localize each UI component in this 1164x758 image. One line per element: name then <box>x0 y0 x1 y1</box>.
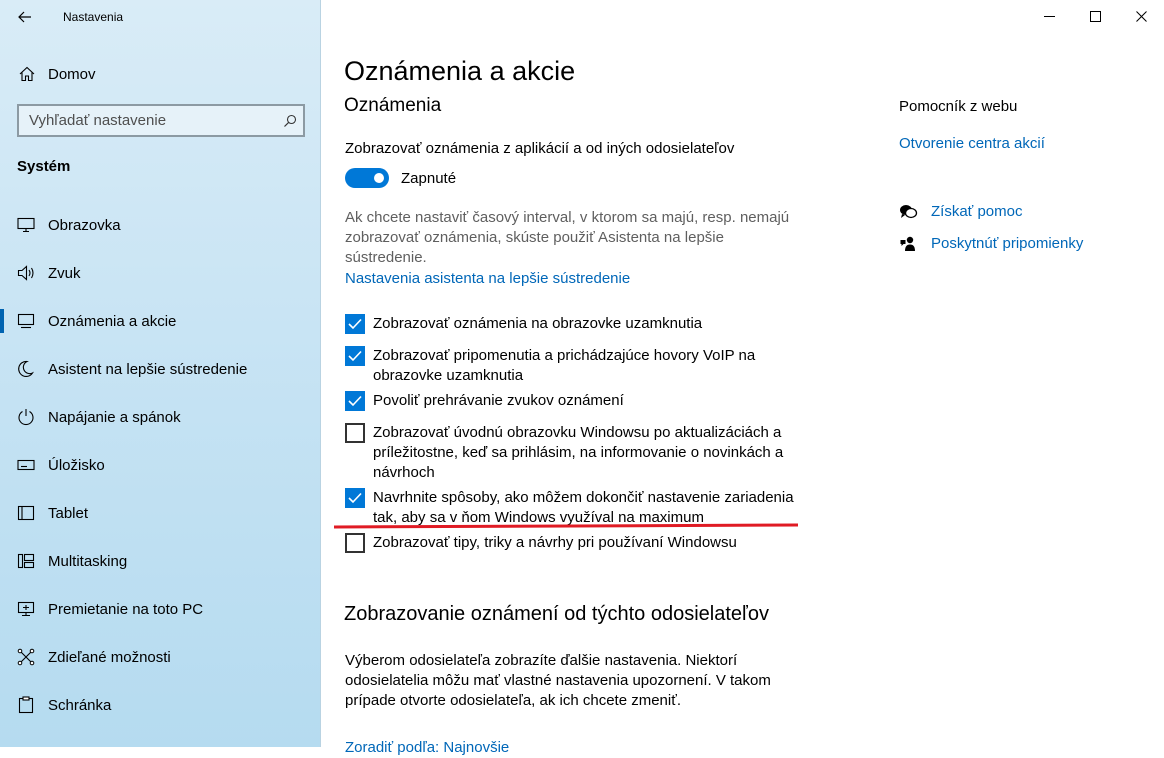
page-title: Oznámenia a akcie <box>344 56 576 86</box>
speaker-icon <box>16 263 36 283</box>
sidebar-item-label: Úložisko <box>48 456 105 474</box>
red-annotation-underline <box>334 524 798 528</box>
feedback-link[interactable] <box>899 234 1083 254</box>
section-label: Systém <box>17 158 71 175</box>
checkbox-label: Zobrazovať úvodnú obrazovku Windowsu po aktualizáciách a príležitostne, keď sa prihlásim, na informovanie o novinkách a návrhoch <box>373 424 784 481</box>
sidebar-item-notifications[interactable] <box>0 297 320 345</box>
sidebar-item-focus-assist[interactable] <box>0 345 320 393</box>
checkmark-icon <box>348 318 362 330</box>
sidebar-item-shared-experiences[interactable] <box>0 633 320 681</box>
get-help-icon <box>899 203 917 221</box>
senders-heading: Zobrazovanie oznámení od týchto odosielateľov <box>344 603 769 625</box>
toggle-knob <box>374 173 384 183</box>
sidebar-item-storage[interactable] <box>0 441 320 489</box>
checkbox-checked[interactable] <box>345 346 365 366</box>
checkbox-checked[interactable] <box>345 391 365 411</box>
checkbox-unchecked[interactable] <box>345 423 365 443</box>
get-help-link[interactable] <box>899 202 1023 222</box>
sidebar-item-label: Oznámenia a akcie <box>48 312 177 330</box>
checkmark-icon <box>348 492 362 504</box>
checkbox-notification-sounds[interactable] <box>345 391 805 411</box>
checkbox-lock-screen-reminders[interactable] <box>345 346 805 386</box>
sidebar-item-label: Zvuk <box>48 264 81 282</box>
checkbox-unchecked[interactable] <box>345 533 365 553</box>
back-arrow-icon <box>18 11 32 23</box>
app-title: Nastavenia <box>63 10 124 24</box>
checkbox-tips-tricks[interactable] <box>345 533 805 553</box>
clipboard-icon <box>16 695 36 715</box>
focus-assist-hint: Ak chcete nastaviť časový interval, v ktorom sa majú, resp. nemajú zobrazovať oznámenia, skúste použiť Asistenta na lepšie sústredenie. <box>345 209 790 266</box>
sidebar-item-label: Asistent na lepšie sústredenie <box>48 360 248 378</box>
multitasking-icon <box>16 551 36 571</box>
sidebar-item-tablet[interactable] <box>0 489 320 537</box>
sidebar <box>0 0 321 747</box>
sidebar-item-clipboard[interactable] <box>0 681 320 729</box>
checkbox-lock-screen-notifications[interactable] <box>345 314 805 334</box>
search-box <box>17 104 305 137</box>
home-icon <box>18 65 36 83</box>
checkbox-label: Zobrazovať tipy, triky a návrhy pri používaní Windowsu <box>373 534 737 551</box>
sidebar-item-multitasking[interactable] <box>0 537 320 585</box>
sidebar-item-home[interactable] <box>0 60 320 88</box>
senders-description: Výberom odosielateľa zobrazíte ďalšie nastavenia. Niektorí odosielatelia môžu mať vlastné nastavenia upozornení. V takom prípade otvorte odosielateľa, ak ich chcete zmeniť. <box>345 652 771 709</box>
checkbox-checked[interactable] <box>345 314 365 334</box>
checkbox-label: Povoliť prehrávanie zvukov oznámení <box>373 392 624 409</box>
sidebar-item-power-sleep[interactable] <box>0 393 320 441</box>
search-icon[interactable] <box>277 114 303 128</box>
sidebar-item-label: Napájanie a spánok <box>48 408 181 426</box>
sidebar-item-label: Multitasking <box>48 552 128 570</box>
sidebar-item-label: Tablet <box>48 504 89 522</box>
checkbox-welcome-experience[interactable] <box>345 423 805 483</box>
projecting-icon <box>16 599 36 619</box>
back-button[interactable] <box>12 6 38 28</box>
home-label: Domov <box>48 65 96 83</box>
checkmark-icon <box>348 395 362 407</box>
sidebar-item-label: Obrazovka <box>48 216 121 234</box>
sidebar-item-projecting[interactable] <box>0 585 320 633</box>
shared-experiences-icon <box>16 647 36 667</box>
checkbox-finish-setup-suggestions[interactable] <box>345 488 805 528</box>
get-help-label: Získať pomoc <box>931 203 1023 220</box>
checkmark-icon <box>348 350 362 362</box>
checkbox-checked[interactable] <box>345 488 365 508</box>
sidebar-item-label: Schránka <box>48 696 112 714</box>
help-heading: Pomocník z webu <box>899 98 1018 115</box>
monitor-icon <box>16 215 36 235</box>
action-center-link[interactable]: Otvorenie centra akcií <box>899 135 1045 152</box>
notification-icon <box>16 311 36 331</box>
checkbox-label: Navrhnite spôsoby, ako môžem dokončiť nastavenie zariadenia tak, aby sa v ňom Windows využíval na maximum <box>373 489 794 526</box>
checkbox-label: Zobrazovať oznámenia na obrazovke uzamknutia <box>373 315 703 332</box>
sidebar-item-display[interactable] <box>0 201 320 249</box>
main-content <box>321 0 1164 756</box>
sidebar-item-label: Premietanie na toto PC <box>48 600 204 618</box>
power-icon <box>16 407 36 427</box>
sidebar-item-sound[interactable] <box>0 249 320 297</box>
feedback-label: Poskytnúť pripomienky <box>931 235 1084 252</box>
moon-icon <box>16 359 36 379</box>
tablet-icon <box>16 503 36 523</box>
notifications-toggle[interactable] <box>345 168 389 188</box>
search-input[interactable] <box>19 111 277 130</box>
toggle-state-label: Zapnuté <box>401 170 457 187</box>
notifications-toggle-label: Zobrazovať oznámenia z aplikácií a od iných odosielateľov <box>345 140 735 157</box>
sidebar-nav <box>0 201 320 729</box>
sort-by-link[interactable]: Zoradiť podľa: Najnovšie <box>345 739 510 756</box>
sidebar-item-label: Zdieľané možnosti <box>48 648 171 666</box>
feedback-icon <box>899 235 917 253</box>
storage-icon <box>16 455 36 475</box>
section-title: Oznámenia <box>344 95 442 116</box>
focus-assist-settings-link[interactable]: Nastavenia asistenta na lepšie sústredenie <box>345 270 631 287</box>
checkbox-label: Zobrazovať pripomenutia a prichádzajúce hovory VoIP na obrazovke uzamknutia <box>373 347 756 384</box>
